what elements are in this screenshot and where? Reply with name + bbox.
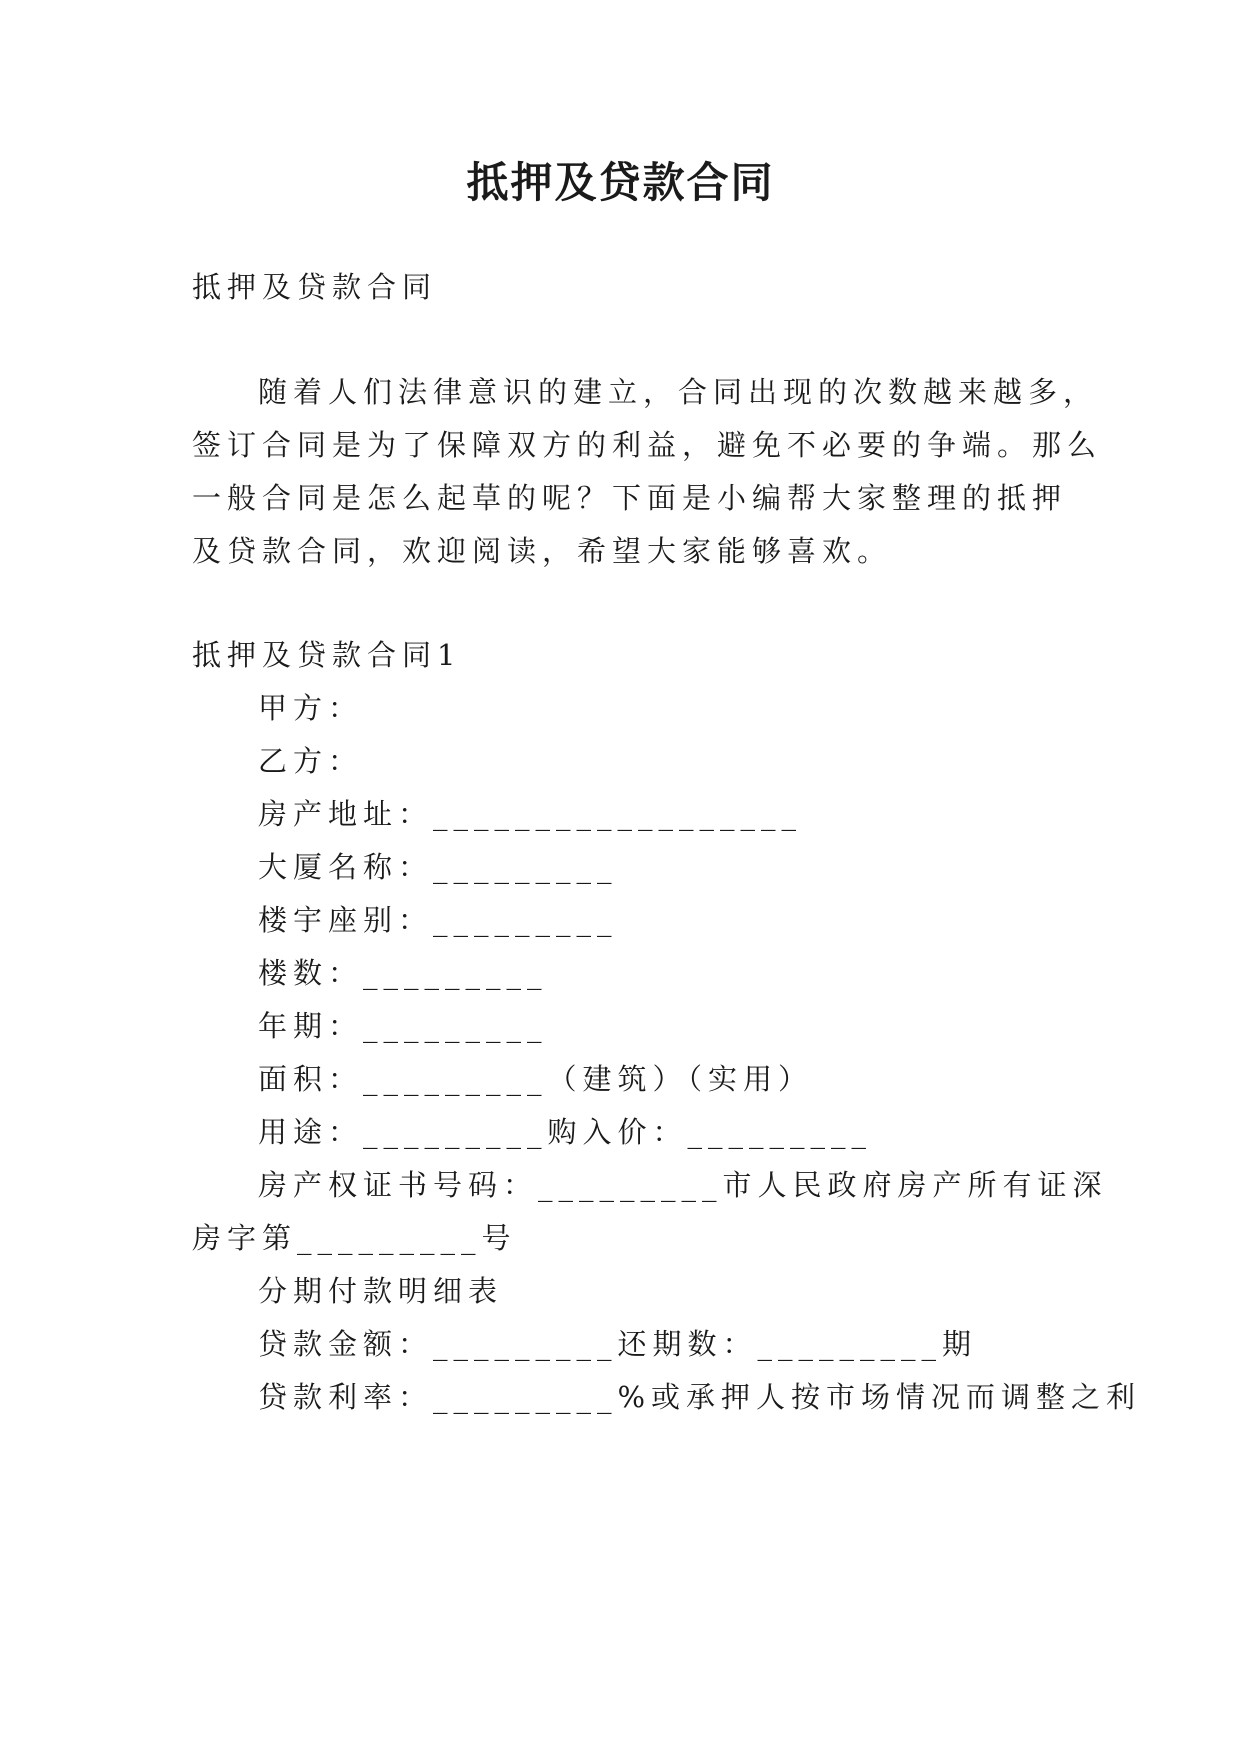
field-floor: 楼数：_________	[258, 956, 548, 990]
section-heading: 抵押及贷款合同1	[192, 638, 462, 672]
field-certificate-number: 房产权证书号码：_________市人民政府房产所有证深	[258, 1168, 1108, 1202]
field-building-block: 楼宇座别：_________	[258, 903, 618, 937]
intro-line: 及贷款合同，欢迎阅读，希望大家能够喜欢。	[192, 534, 893, 568]
field-party-b: 乙方：	[258, 744, 364, 778]
field-loan-amount: 贷款金额：_________还期数：_________期	[258, 1327, 978, 1361]
field-party-a: 甲方：	[258, 691, 364, 725]
intro-line: 随着人们法律意识的建立，合同出现的次数越来越多，	[258, 375, 1099, 409]
field-property-address: 房产地址：__________________	[258, 797, 803, 831]
field-certificate-number-cont: 房字第_________号	[192, 1221, 517, 1255]
field-loan-rate: 贷款利率：_________%或承押人按市场情况而调整之利	[258, 1380, 1142, 1414]
installment-table-heading: 分期付款明细表	[258, 1274, 504, 1308]
field-area: 面积：_________（建筑）（实用）	[258, 1062, 814, 1096]
field-building-name: 大厦名称：_________	[258, 850, 618, 884]
document-title: 抵押及贷款合同	[466, 158, 775, 207]
intro-line: 签订合同是为了保障双方的利益，避免不必要的争端。那么	[192, 428, 1103, 462]
field-term: 年期：_________	[258, 1009, 548, 1043]
intro-line: 一般合同是怎么起草的呢？下面是小编帮大家整理的抵押	[192, 481, 1068, 515]
field-usage-price: 用途：_________购入价：_________	[258, 1115, 873, 1149]
document-subtitle: 抵押及贷款合同	[192, 270, 438, 304]
